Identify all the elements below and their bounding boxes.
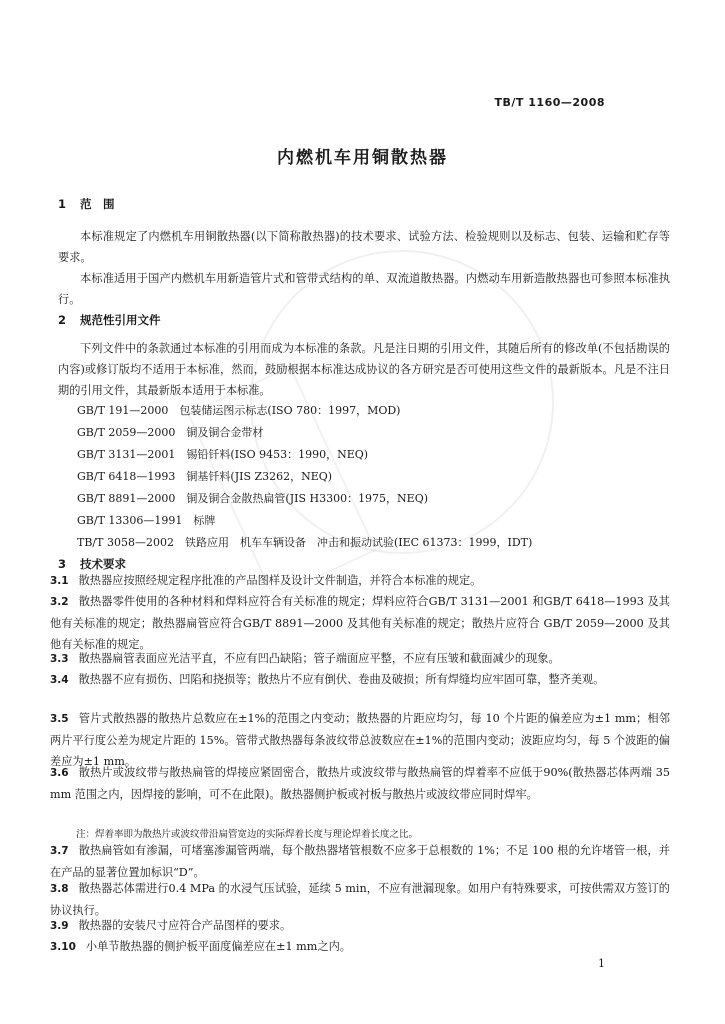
clause-number: 3.9: [50, 920, 69, 932]
section-1-heading: [58, 196, 115, 212]
clause-3-9: [50, 915, 670, 937]
reference-item: TB/T 3058—2002 铁路应用 机车车辆设备 冲击和振动试验(IEC 61373：1999，IDT): [77, 536, 533, 549]
clause-number: 3.6: [50, 767, 69, 779]
reference-item: GB/T 8891—2000 铜及铜合金散热扁管(JIS H3300：1975，NEQ): [77, 492, 429, 505]
document-title: 内燃机车用铜散热器: [277, 148, 448, 168]
clause-note: 注：焊着率即为散热片或波纹带沿扁管宽边的实际焊着长度与理论焊着长度之比。: [76, 829, 419, 840]
section-2-title: 规范性引用文件: [80, 313, 161, 327]
clause-text: 散热器应按照经规定程序批准的产品图样及设计文件制造，并符合本标准的规定。: [78, 574, 482, 587]
clause-3-7: [50, 840, 670, 883]
page-number: 1: [598, 957, 605, 970]
clause-3-1: [50, 570, 670, 592]
clause-number: 3.2: [50, 596, 69, 608]
section-2-intro: 下列文件中的条款通过本标准的引用而成为本标准的条款。凡是注日期的引用文件，其随后所有的修改单(不包括勘误的内容)或修订版均不适用于本标准，然而，鼓励根据本标准达成协议的各方研究是否可使用这些文件的最新版本。凡是不注日期的引用文件，其最新版本适用于本标准。: [58, 342, 670, 397]
clause-number: 3.8: [50, 883, 69, 895]
clause-number: 3.5: [50, 713, 69, 725]
clause-3-2: [50, 591, 670, 655]
reference-item: GB/T 191—2000 包装储运图示标志(ISO 780：1997，MOD): [77, 404, 401, 417]
clause-text: 散热扁管如有渗漏，可堵塞渗漏管两端，每个散热器堵管根数不应多于总根数的 1%；不足 100 根的允许堵管一根，并在产品的显著位置加标识“D”。: [50, 844, 670, 879]
clause-3-4: [50, 669, 670, 691]
clause-text: 散热器零件使用的各种材料和焊料应符合有关标准的规定；焊料应符合GB/T 3131—2001 和GB/T 6418—1993 及其他有关标准的规定；散热器扁管应符合GB/T 8891—2000 及其他有关标准的规定；散热片应符合 GB/T 2059—2000 及其他有关标准的规定。: [50, 595, 670, 651]
reference-item: GB/T 13306—1991 标牌: [77, 514, 216, 527]
clause-3-6: [50, 762, 670, 805]
clause-text: 散热片或波纹带与散热扁管的焊接应紧固密合，散热片或波纹带与散热扁管的焊着率不应低于90%(散热器芯体两端 35 mm 范围之内，因焊接的影响，可不在此限)。散热器侧护板或衬板与散热片或波纹带应同时焊牢。: [50, 766, 670, 801]
clause-text: 散热器不应有损伤、凹陷和挠损等；散热片不应有倒伏、卷曲及破损；所有焊缝均应牢固可靠，整齐美观。: [78, 673, 605, 686]
clause-text: 小单节散热器的侧护板平面度偏差应在±1 mm之内。: [85, 940, 351, 953]
clause-number: 3.4: [50, 674, 69, 686]
section-3-title: 技术要求: [80, 557, 126, 571]
clause-number: 3.7: [50, 845, 69, 857]
clause-number: 3.3: [50, 653, 69, 665]
clause-number: 3.10: [50, 941, 76, 953]
reference-item: GB/T 2059—2000 铜及铜合金带材: [77, 426, 264, 439]
reference-item: GB/T 3131—2001 锡铅钎料(ISO 9453：1990，NEQ): [77, 448, 369, 461]
clause-text: 散热器芯体需进行0.4 MPa 的水浸气压试验，延续 5 min，不应有泄漏现象。如用户有特殊要求，可按供需双方签订的协议执行。: [50, 882, 670, 917]
clause-3-10: [50, 936, 670, 958]
section-2-heading: [58, 312, 161, 328]
section-3-number: 3: [58, 557, 67, 571]
clause-text: 管片式散热器的散热片总数应在±1%的范围之内变动；散热器的片距应均匀，每 10 个片距的偏差应为±1 mm；相邻两片平行度公差为规定片距的 15%。管带式散热器每条波纹带总波数应在±1%的范围内变动；波距应均匀，每 5 个波距的偏差应为±1 mm。: [50, 712, 670, 768]
section-1-para-2: 本标准适用于国产内燃机车用新造管片式和管带式结构的单、双流道散热器。内燃动车用新造散热器也可参照本标准执行。: [58, 272, 670, 306]
clause-text: 散热器的安装尺寸应符合产品图样的要求。: [78, 919, 292, 932]
section-1-title: 范 围: [80, 197, 115, 211]
clause-text: 散热器扁管表面应光洁平直，不应有凹凸缺陷；管子端面应平整，不应有压皱和截面减少的现象。: [78, 652, 560, 665]
clause-3-3: [50, 648, 670, 670]
standard-code: TB/T 1160—2008: [494, 96, 605, 109]
section-2-number: 2: [58, 313, 67, 327]
clause-number: 3.1: [50, 575, 69, 587]
reference-item: GB/T 6418—1993 铜基钎料(JIS Z3262，NEQ): [77, 470, 333, 483]
section-1-number: 1: [58, 197, 67, 211]
section-1-para-1: 本标准规定了内燃机车用铜散热器(以下简称散热器)的技术要求、试验方法、检验规则以及标志、包装、运输和贮存等要求。: [58, 230, 670, 264]
